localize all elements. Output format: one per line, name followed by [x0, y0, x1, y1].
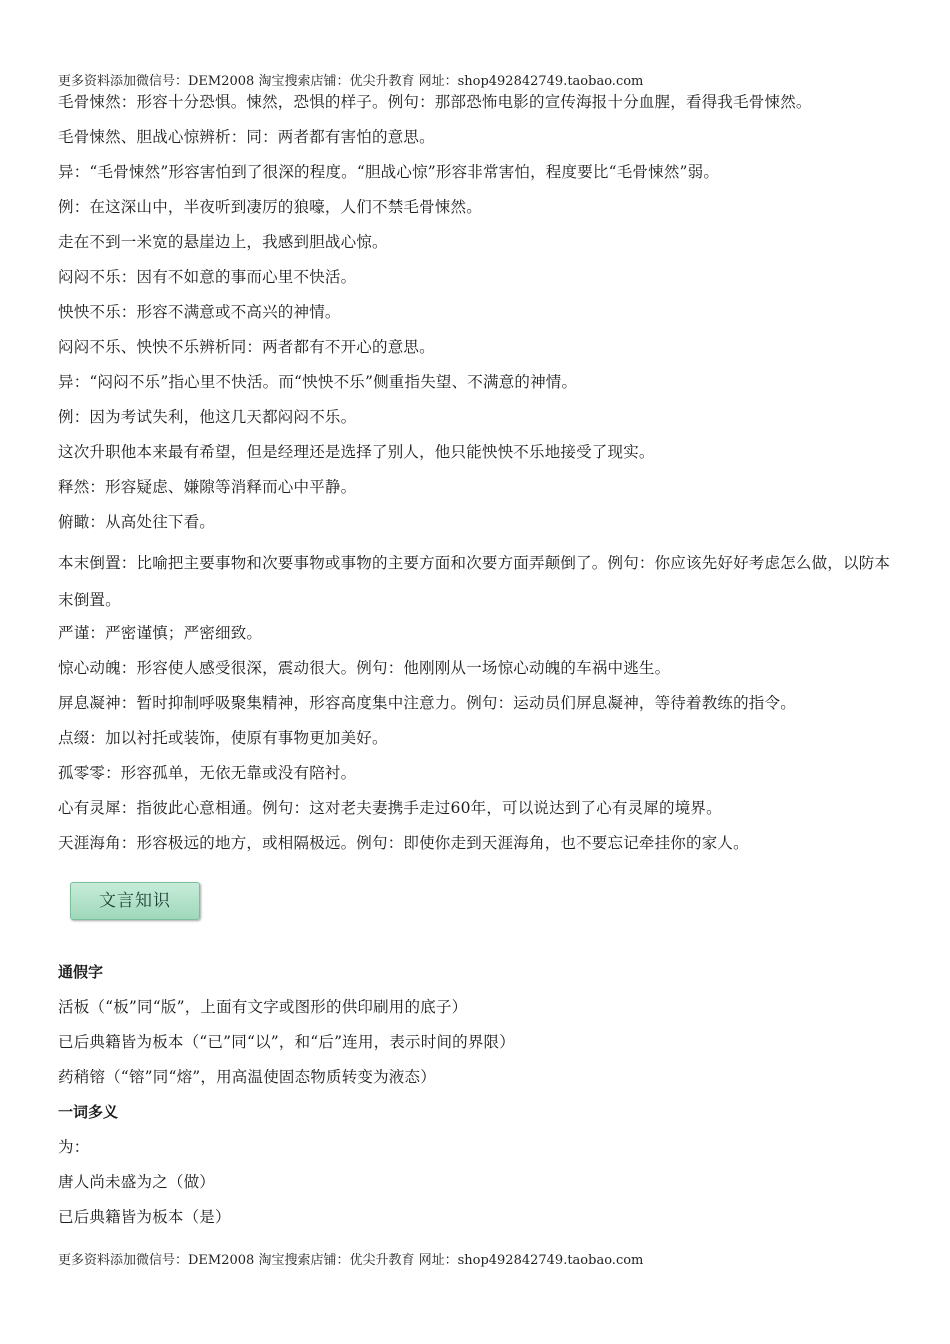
vocab-line: 惊心动魄：形容使人感受很深，震动很大。例句：他刚刚从一场惊心动魄的车祸中逃生。 [58, 659, 671, 677]
vocab-line: 走在不到一米宽的悬崖边上，我感到胆战心惊。 [58, 233, 388, 251]
page-footer: 更多资料添加微信号：DEM2008 淘宝搜索店铺：优尖升教育 网址：shop492842749.taobao.com [58, 1253, 644, 1268]
vocab-line: 例：在这深山中，半夜听到凄厉的狼嚎，人们不禁毛骨悚然。 [58, 198, 482, 216]
vocab-line: 闷闷不乐：因有不如意的事而心里不快活。 [58, 268, 357, 286]
section-classical-knowledge-button[interactable]: 文言知识 [70, 882, 200, 920]
yiciduoyi-heading: 一词多义 [58, 1103, 119, 1121]
vocab-line: 异：“闷闷不乐”指心里不快活。而“怏怏不乐”侧重指失望、不满意的神情。 [58, 373, 578, 391]
vocab-line: 俯瞰：从高处往下看。 [58, 513, 216, 531]
vocab-line: 闷闷不乐、怏怏不乐辨析同：两者都有不开心的意思。 [58, 338, 435, 356]
yiciduoyi-item: 唐人尚未盛为之（做） [58, 1173, 216, 1191]
document-body [58, 90, 898, 1240]
vocab-line: 释然：形容疑虑、嫌隙等消释而心中平静。 [58, 478, 357, 496]
yiciduoyi-item: 为： [58, 1138, 90, 1156]
tongjiazi-heading: 通假字 [58, 963, 104, 981]
vocab-line: 本末倒置：比喻把主要事物和次要事物或事物的主要方面和次要方面弄颠倒了。例句：你应该先好好考虑怎么做，以防本末倒置。 [58, 554, 891, 609]
vocab-line: 这次升职他本来最有希望，但是经理还是选择了别人，他只能怏怏不乐地接受了现实。 [58, 443, 655, 461]
vocab-line: 毛骨悚然：形容十分恐惧。悚然，恐惧的样子。例句：那部恐怖电影的宣传海报十分血腥，看得我毛骨悚然。 [58, 93, 812, 111]
vocab-line: 异：“毛骨悚然”形容害怕到了很深的程度。“胆战心惊”形容非常害怕，程度要比“毛骨悚然”弱。 [58, 163, 720, 181]
vocab-line: 心有灵犀：指彼此心意相通。例句：这对老夫妻携手走过60年，可以说达到了心有灵犀的境界。 [58, 799, 722, 817]
vocab-line: 怏怏不乐：形容不满意或不高兴的神情。 [58, 303, 341, 321]
vocab-line: 孤零零：形容孤单，无依无靠或没有陪衬。 [58, 764, 357, 782]
tongjiazi-item: 已后典籍皆为板本（“已”同“以”，和“后”连用，表示时间的界限） [58, 1033, 515, 1051]
tongjiazi-item: 活板（“板”同“版”，上面有文字或图形的供印刷用的底子） [58, 998, 468, 1016]
vocab-line: 毛骨悚然、胆战心惊辨析：同：两者都有害怕的意思。 [58, 128, 435, 146]
yiciduoyi-item: 已后典籍皆为板本（是） [58, 1208, 231, 1226]
tongjiazi-item: 药稍镕（“镕”同“熔”，用高温使固态物质转变为液态） [58, 1068, 436, 1086]
vocab-line: 严谨：严密谨慎；严密细致。 [58, 624, 263, 642]
vocab-line: 点缀：加以衬托或装饰，使原有事物更加美好。 [58, 729, 388, 747]
page-header: 更多资料添加微信号：DEM2008 淘宝搜索店铺：优尖升教育 网址：shop492842749.taobao.com [58, 74, 644, 89]
vocab-line: 天涯海角：形容极远的地方，或相隔极远。例句：即使你走到天涯海角，也不要忘记牵挂你的家人。 [58, 834, 749, 852]
vocab-line: 例：因为考试失利，他这几天都闷闷不乐。 [58, 408, 357, 426]
vocab-line: 屏息凝神：暂时抑制呼吸聚集精神，形容高度集中注意力。例句：运动员们屏息凝神，等待着教练的指令。 [58, 694, 796, 712]
